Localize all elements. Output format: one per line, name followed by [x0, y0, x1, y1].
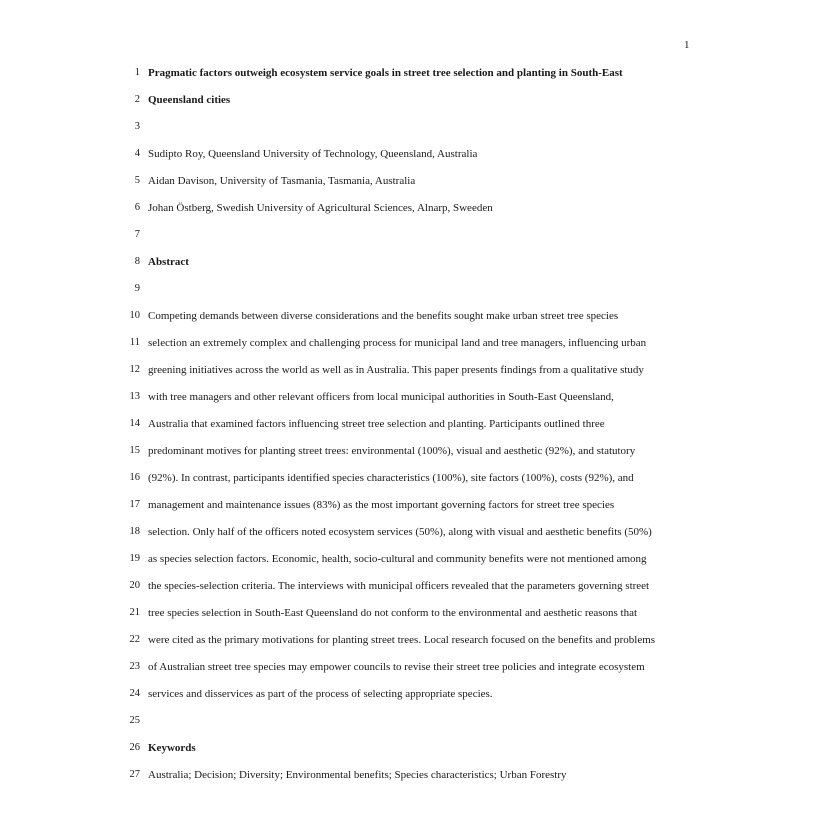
line-number: 5	[134, 175, 140, 186]
line-numbered-text	[0, 66, 820, 795]
line-number: 21	[129, 607, 140, 618]
line-number: 20	[129, 580, 140, 591]
line-number: 12	[129, 364, 140, 375]
text-line	[0, 768, 820, 795]
text-line	[0, 606, 820, 633]
text-line	[0, 147, 820, 174]
line-text: Queensland cities	[148, 94, 231, 106]
line-number: 16	[129, 472, 140, 483]
text-line	[0, 336, 820, 363]
line-text: predominant motives for planting street trees: environmental (100%), visual and aesthetic (92%), and statutory	[148, 445, 636, 457]
text-line	[0, 255, 820, 282]
text-line	[0, 282, 820, 309]
text-line	[0, 525, 820, 552]
line-number: 22	[129, 634, 140, 645]
text-line	[0, 660, 820, 687]
text-line	[0, 741, 820, 768]
text-line	[0, 417, 820, 444]
text-line	[0, 66, 820, 93]
line-text: Pragmatic factors outweigh ecosystem service goals in street tree selection and planting in South-East	[148, 67, 623, 79]
text-line	[0, 93, 820, 120]
text-line	[0, 579, 820, 606]
text-line	[0, 363, 820, 390]
line-number: 13	[129, 391, 140, 402]
text-line	[0, 471, 820, 498]
line-text: of Australian street tree species may empower councils to revise their street tree policies and integrate ecosystem	[148, 661, 645, 673]
line-text: tree species selection in South-East Queensland do not conform to the environmental and aesthetic reasons that	[148, 607, 638, 619]
line-text: the species-selection criteria. The interviews with municipal officers revealed that the parameters governing street	[148, 580, 650, 592]
line-text: selection an extremely complex and challenging process for municipal land and tree managers, influencing urban	[148, 337, 647, 349]
line-number: 3	[134, 121, 140, 132]
line-text: Johan Östberg, Swedish University of Agricultural Sciences, Alnarp, Sweeden	[148, 202, 493, 214]
line-number: 1	[134, 67, 140, 78]
line-number: 23	[129, 661, 140, 672]
text-line	[0, 120, 820, 147]
text-line	[0, 309, 820, 336]
text-line	[0, 174, 820, 201]
line-number: 6	[134, 202, 140, 213]
line-text: Australia that examined factors influencing street tree selection and planting. Participants outlined three	[148, 418, 605, 430]
line-text: Aidan Davison, University of Tasmania, Tasmania, Australia	[148, 175, 416, 187]
line-number: 15	[129, 445, 140, 456]
text-line	[0, 633, 820, 660]
text-line	[0, 201, 820, 228]
line-text: selection. Only half of the officers noted ecosystem services (50%), along with visual and aesthetic benefits (50%)	[148, 526, 652, 538]
line-text: as species selection factors. Economic, health, socio-cultural and community benefits were not mentioned among	[148, 553, 647, 565]
text-line	[0, 444, 820, 471]
line-text: greening initiatives across the world as well as in Australia. This paper presents findings from a qualitative study	[148, 364, 644, 376]
line-text: Australia; Decision; Diversity; Environmental benefits; Species characteristics; Urban Forestry	[148, 769, 567, 781]
line-number: 10	[129, 310, 140, 321]
line-text: with tree managers and other relevant officers from local municipal authorities in South-East Queensland,	[148, 391, 614, 403]
text-line	[0, 228, 820, 255]
line-text: services and disservices as part of the process of selecting appropriate species.	[148, 688, 493, 700]
line-number: 27	[129, 769, 140, 780]
line-number: 2	[134, 94, 140, 105]
line-number: 7	[134, 229, 140, 240]
line-number: 25	[129, 715, 140, 726]
text-line	[0, 552, 820, 579]
line-text: were cited as the primary motivations for planting street trees. Local research focused on the benefits and problems	[148, 634, 656, 646]
line-number: 8	[134, 256, 140, 267]
line-number: 26	[129, 742, 140, 753]
text-line	[0, 390, 820, 417]
line-text: Competing demands between diverse considerations and the benefits sought make urban street tree species	[148, 310, 619, 322]
line-number: 17	[129, 499, 140, 510]
line-text: (92%). In contrast, participants identified species characteristics (100%), site factors (100%), costs (92%), and	[148, 472, 634, 484]
line-number: 24	[129, 688, 140, 699]
line-text: management and maintenance issues (83%) as the most important governing factors for street tree species	[148, 499, 615, 511]
line-number: 4	[134, 148, 140, 159]
line-text: Keywords	[148, 742, 196, 754]
text-line	[0, 687, 820, 714]
text-line	[0, 714, 820, 741]
line-number: 11	[129, 337, 140, 348]
line-number: 18	[129, 526, 140, 537]
line-number: 14	[129, 418, 140, 429]
line-text: Sudipto Roy, Queensland University of Technology, Queensland, Australia	[148, 148, 478, 160]
line-number: 9	[134, 283, 140, 294]
page-number: 1	[684, 39, 690, 51]
line-number: 19	[129, 553, 140, 564]
text-line	[0, 498, 820, 525]
line-text: Abstract	[148, 256, 189, 268]
